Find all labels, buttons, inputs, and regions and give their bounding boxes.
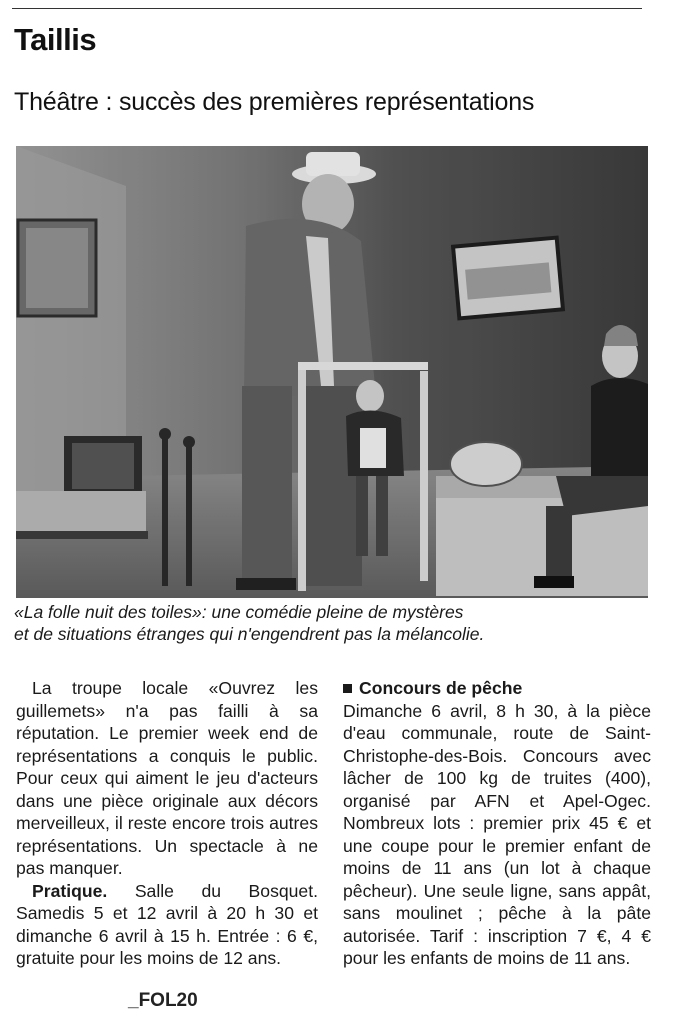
- theatre-photo: [16, 146, 648, 598]
- top-rule: [12, 8, 642, 9]
- caption-line-2: et de situations étranges qui n'engendrent pas la mélancolie.: [14, 624, 485, 644]
- caption-line-1: «La folle nuit des toiles»: une comédie pleine de mystères: [14, 602, 464, 622]
- section-title: Taillis: [14, 22, 97, 57]
- brief-heading-text: Concours de pêche: [359, 678, 523, 698]
- practical-label: Pratique.: [32, 880, 108, 901]
- brief-text: Dimanche 6 avril, 8 h 30, à la pièce d'eau communale, route de Saint-Christophe-des-Bois. Concours avec lâcher de 100 kg de truites (400), organisé par AFN et Apel-Ogec. Nombreux lots : premier prix 45 € et une coupe pour le premier enfant de moins de 11 ans (un lot à chaque pêcheur). Une seule ligne, sans appât, sans moulinet ; pêche à la pâte autorisée. Tarif : inscription 7 €, 4 € pour les enfants de moins de 11 ans.: [343, 700, 651, 968]
- article-headline: Théâtre : succès des premières représentations: [14, 88, 535, 116]
- practical-text: Salle du Bosquet. Samedis 5 et 12 avril à 20 h 30 et dimanche 6 avril à 15 h. Entrée : 6 €, gratuite pour les moins de 12 ans.: [16, 880, 318, 968]
- brief-heading: [343, 677, 651, 700]
- square-bullet-icon: [343, 684, 352, 693]
- article-body: La troupe locale «Ouvrez les guillemets» n'a pas failli à sa réputation. Le premier week end de représentations a conquis le public. Pour ceux qui aiment le jeu d'acteurs dans une pièce originale aux décors merveilleux, il reste encore trois autres représentations. Un spectacle à ne pas manquer.: [16, 678, 318, 878]
- article-body-column: [16, 677, 318, 970]
- photo-caption: [14, 601, 654, 645]
- practical-info: [16, 880, 318, 970]
- page-folio: _FOL20: [128, 990, 198, 1011]
- brief-column: [343, 677, 651, 970]
